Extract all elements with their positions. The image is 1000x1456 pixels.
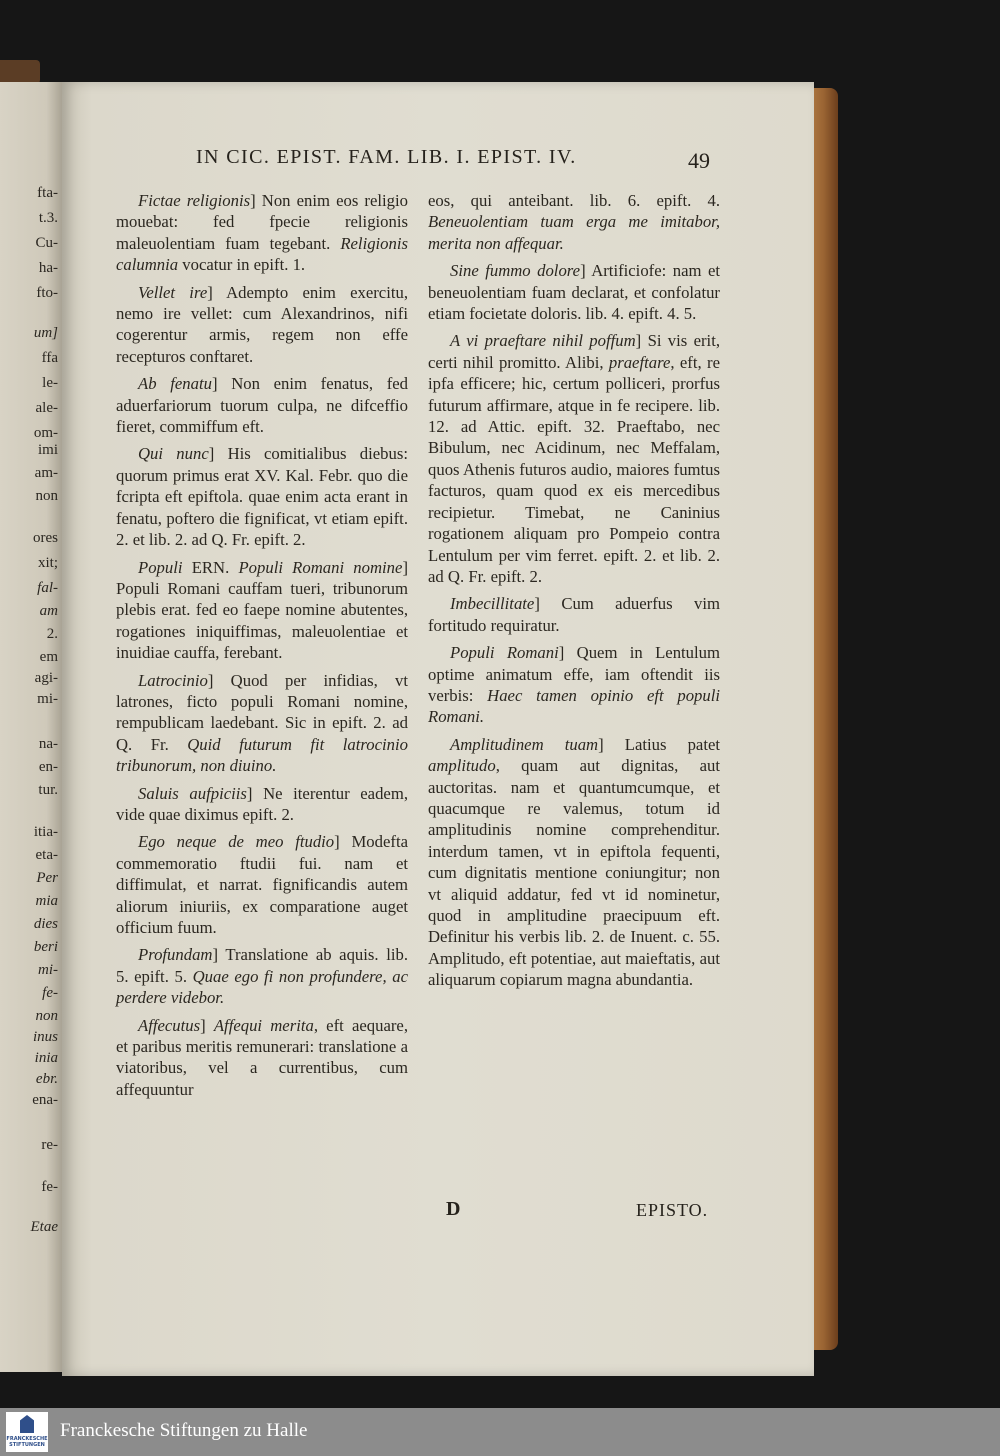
commentary-paragraph: [428, 260, 720, 324]
logo-text: FRANCKESCHE STIFTUNGEN: [6, 1436, 48, 1448]
lemma: Profundam: [138, 945, 213, 965]
previous-page-fragment: non: [35, 1008, 58, 1024]
close-bracket: ]: [635, 331, 648, 351]
institution-logo: [6, 1412, 48, 1452]
lemma: Populi: [138, 557, 183, 577]
quotation: amplitudo: [428, 756, 496, 776]
commentary-paragraph: [116, 783, 408, 826]
quotation: Quae ego fi non profundere, ac perdere videbor.: [116, 966, 408, 1008]
body-text: Latius patet: [624, 734, 721, 754]
body-text: Non enim eos religio mouebat: fed fpecie religionis maleuolentiam fuam tegebant.: [116, 191, 408, 253]
quotation: Affequi merita: [213, 1015, 314, 1035]
commentary-paragraph: [428, 642, 720, 728]
body-text: Non enim fenatus, fed aduerfariorum tuorum culpa, ne difceffio fieret, commiffum eft.: [116, 374, 409, 437]
previous-page-fragment: tur.: [38, 782, 58, 798]
previous-page-fragment: fe-: [42, 985, 58, 1001]
previous-page-fragment: inus: [32, 1029, 58, 1045]
commentary-paragraph: [428, 190, 720, 254]
commentary-paragraph: [116, 1015, 408, 1101]
previous-page-fragment: ffa: [41, 350, 58, 366]
logo-emblem-icon: [20, 1415, 34, 1433]
body-text: Ne iterentur eadem, vide quae diximus epift. 2.: [116, 783, 408, 824]
previous-page-edge: [0, 82, 62, 1372]
book-spine: [0, 60, 40, 84]
previous-page-fragment: mi-: [38, 962, 58, 978]
commentary-paragraph: [116, 373, 408, 437]
commentary-paragraph: [116, 282, 408, 368]
commentary-paragraph: [116, 944, 408, 1008]
quotation: Haec tamen opinio eft populi Romani.: [428, 685, 720, 727]
body-text: , eft aequare, et paribus meritis remunerari: translatione a viatoribus, vel a currentibus, cum affequuntur: [116, 1015, 408, 1099]
previous-page-fragment: ebr.: [35, 1071, 58, 1087]
commentary-paragraph: [116, 557, 408, 664]
previous-page-fragment: beri: [33, 939, 58, 955]
body-text: Cum aduerfus vim fortitudo requiratur.: [428, 594, 720, 635]
previous-page-fragment: fto-: [36, 285, 58, 301]
body-text: Quem in Lentulum optime animatum effe, iam oftendit iis verbis:: [428, 643, 720, 705]
close-bracket: ERN.: [182, 557, 239, 577]
lemma: Latrocinio: [138, 670, 208, 690]
body-text: Translatione ab aquis. lib. 5. epift. 5.: [116, 945, 408, 986]
previous-page-fragment: Per: [36, 870, 58, 886]
close-bracket: ]: [334, 832, 352, 852]
previous-page-fragment: om-: [33, 425, 58, 441]
previous-page-fragment: Etae: [30, 1219, 58, 1235]
body-text: Adempto enim exercitu, nemo ire vellet: cum Alexandrinos, nifi cogerentur armis, regem non effe recepturos conftaret.: [116, 282, 408, 366]
previous-page-fragment: inia: [34, 1050, 58, 1066]
previous-page-fragment: ores: [33, 530, 58, 546]
close-bracket: ]: [207, 282, 227, 302]
close-bracket: ]: [208, 444, 228, 464]
quotation: Populi Romani nomine: [238, 557, 403, 577]
previous-page-fragment: um]: [33, 325, 58, 341]
body-text: ] Populi Romani cauffam tueri, tribunorum plebis erat. fed eo faepe nomine abutentes, rogationes iniquiffimas, maleuolentiae et inuidiae cauffa, ferebant.: [116, 557, 408, 663]
lemma: Ego neque de meo ftudio: [138, 832, 335, 852]
lemma: Amplitudinem tuam: [450, 734, 599, 754]
previous-page-fragment: agi-: [34, 670, 58, 686]
close-bracket: ]: [200, 1015, 214, 1035]
previous-page-fragment: ena-: [32, 1092, 58, 1108]
quotation: Beneuolentiam tuam erga me imitabor, merita non affequar.: [428, 212, 720, 253]
previous-page-fragment: am-: [34, 465, 58, 481]
page-number: 49: [688, 148, 710, 173]
close-bracket: ]: [250, 191, 262, 210]
previous-page-fragment: em: [39, 649, 58, 665]
body-text: , quam aut dignitas, aut auctoritas. nam et quantumcumque, et quacumque re valemus, totum id amplitudinis nomine comprehenditur. interdum tamen, vt in epiftola fequenti, cum dignitatis mentione coniungitur; non vt aliquid addatur, fed vt id nominetur, quod in amplitudine praecipuum eft. Definitur his verbis lib. 2. de Inuent. c. 55. Amplitudo, eft potentiae, aut maieftatis, aut aliquarum copiarum magna abundantia.: [428, 756, 720, 990]
previous-page-fragment: eta-: [35, 847, 58, 863]
body-text: vocatur in epift. 1.: [178, 255, 306, 275]
lemma: Vellet ire: [138, 282, 208, 302]
previous-page-fragment: mia: [35, 893, 58, 909]
previous-page-fragment: ale-: [35, 400, 58, 416]
signature-mark: D: [446, 1198, 461, 1220]
previous-page-fragment: itia-: [33, 824, 58, 840]
running-head: IN CIC. EPIST. FAM. LIB. I. EPIST. IV.: [196, 146, 577, 168]
lemma: Sine fummo dolore: [450, 261, 581, 281]
previous-page-fragment: en-: [38, 759, 58, 775]
close-bracket: ]: [212, 945, 226, 965]
previous-page-fragment: re-: [41, 1137, 58, 1153]
previous-page-fragment: am: [39, 603, 58, 619]
close-bracket: ]: [534, 594, 562, 614]
close-bracket: ]: [558, 643, 577, 663]
body-text: Si vis erit, certi nihil promitto. Alibi,: [428, 331, 721, 372]
commentary-paragraph: [116, 190, 408, 276]
body-text: Artificiofe: nam et beneuolentiam fuam declarat, et confolatur etiam focietate doloris. lib. 4. epift. 4. 5.: [428, 261, 721, 324]
commentary-paragraph: [428, 734, 720, 991]
previous-page-fragment: 2.: [46, 626, 58, 642]
close-bracket: ]: [207, 670, 231, 690]
previous-page-fragment: ha-: [38, 260, 58, 276]
commentary-paragraph: [116, 831, 408, 938]
lemma: Affecutus: [138, 1015, 201, 1035]
previous-page-fragment: Cu-: [35, 235, 58, 251]
previous-page-fragment: t.3.: [38, 210, 58, 226]
lemma: Ab fenatu: [138, 374, 212, 394]
close-bracket: ]: [598, 734, 625, 754]
body-text: , eft, re ipfa efficere; hic, certum polliceri, prorfus futurum affirmare, atque in fe recipere. lib. 12. ad Attic. epift. 32. Praeftabo, nec Bibulum, nec Acidinum, nec Meffalam, quos Athenis futuros audio, maiores fumtus facturos, quam quod ex eis mercedibus recipietur. Timebat, ne Caninius rogationem aliquam pro Pompeio contra Lentulum per vim ferret. epift. 2. et lib. 2. ad Q. Fr. epift. 2.: [428, 352, 720, 586]
commentary-paragraph: [428, 330, 720, 587]
close-bracket: ]: [211, 374, 232, 394]
lemma: Saluis aufpiciis: [138, 783, 247, 803]
body-text: Quod per infidias, vt latrones, ficto populi Romani nomine, rempublicam laedebant. Sic in epift. 2. ad Q. Fr.: [116, 670, 408, 754]
close-bracket: ]: [246, 783, 264, 803]
lemma: Populi Romani: [450, 643, 559, 663]
previous-page-fragment: le-: [42, 375, 58, 391]
previous-page-fragment: xit;: [37, 555, 58, 571]
body-text: eos, qui anteibant. lib. 6. epift. 4.: [428, 191, 720, 210]
previous-page-fragment: dies: [33, 916, 58, 932]
lemma: Fictae religionis: [138, 191, 251, 210]
commentary-paragraph: [116, 670, 408, 777]
lemma: Qui nunc: [138, 444, 209, 464]
previous-page-fragment: fal-: [37, 580, 58, 596]
body-text: Modefta commemoratio ftudii fui. nam et diffimulat, et narrat. fignificandis autem aliorum iniuriis, ex comparatione auget officium fuum.: [116, 832, 408, 937]
previous-page-fragment: fta-: [37, 185, 58, 201]
previous-page-fragment: mi-: [37, 691, 58, 707]
previous-page-fragment: imi: [37, 442, 58, 458]
footer-label: Franckesche Stiftungen zu Halle: [60, 1420, 308, 1441]
close-bracket: ]: [580, 261, 592, 281]
body-text: His comitialibus diebus: quorum primus erat XV. Kal. Febr. quo die fcripta eft epiftola. quae enim acta erant in fenatu, poftero die fignificat, vt etiam epift. 2. et lib. 2. ad Q. Fr. epift. 2.: [116, 444, 408, 550]
commentary-paragraph: [428, 593, 720, 636]
commentary-paragraph: [116, 443, 408, 550]
right-column: [428, 190, 720, 997]
left-column: [116, 190, 408, 1106]
quotation: praeftare: [608, 352, 671, 372]
lemma: Imbecillitate: [450, 594, 535, 614]
footer-bar: [0, 1408, 1000, 1456]
lemma: A vi praeftare nihil poffum: [450, 331, 636, 351]
quotation: Quid futurum fit latrocinio tribunorum, non diuino.: [116, 734, 408, 776]
previous-page-fragment: non: [35, 488, 58, 504]
previous-page-fragment: fe-: [41, 1179, 58, 1195]
quotation: Religionis calumnia: [116, 233, 408, 275]
catchword: EPISTO.: [636, 1200, 709, 1220]
previous-page-fragment: na-: [38, 736, 58, 752]
